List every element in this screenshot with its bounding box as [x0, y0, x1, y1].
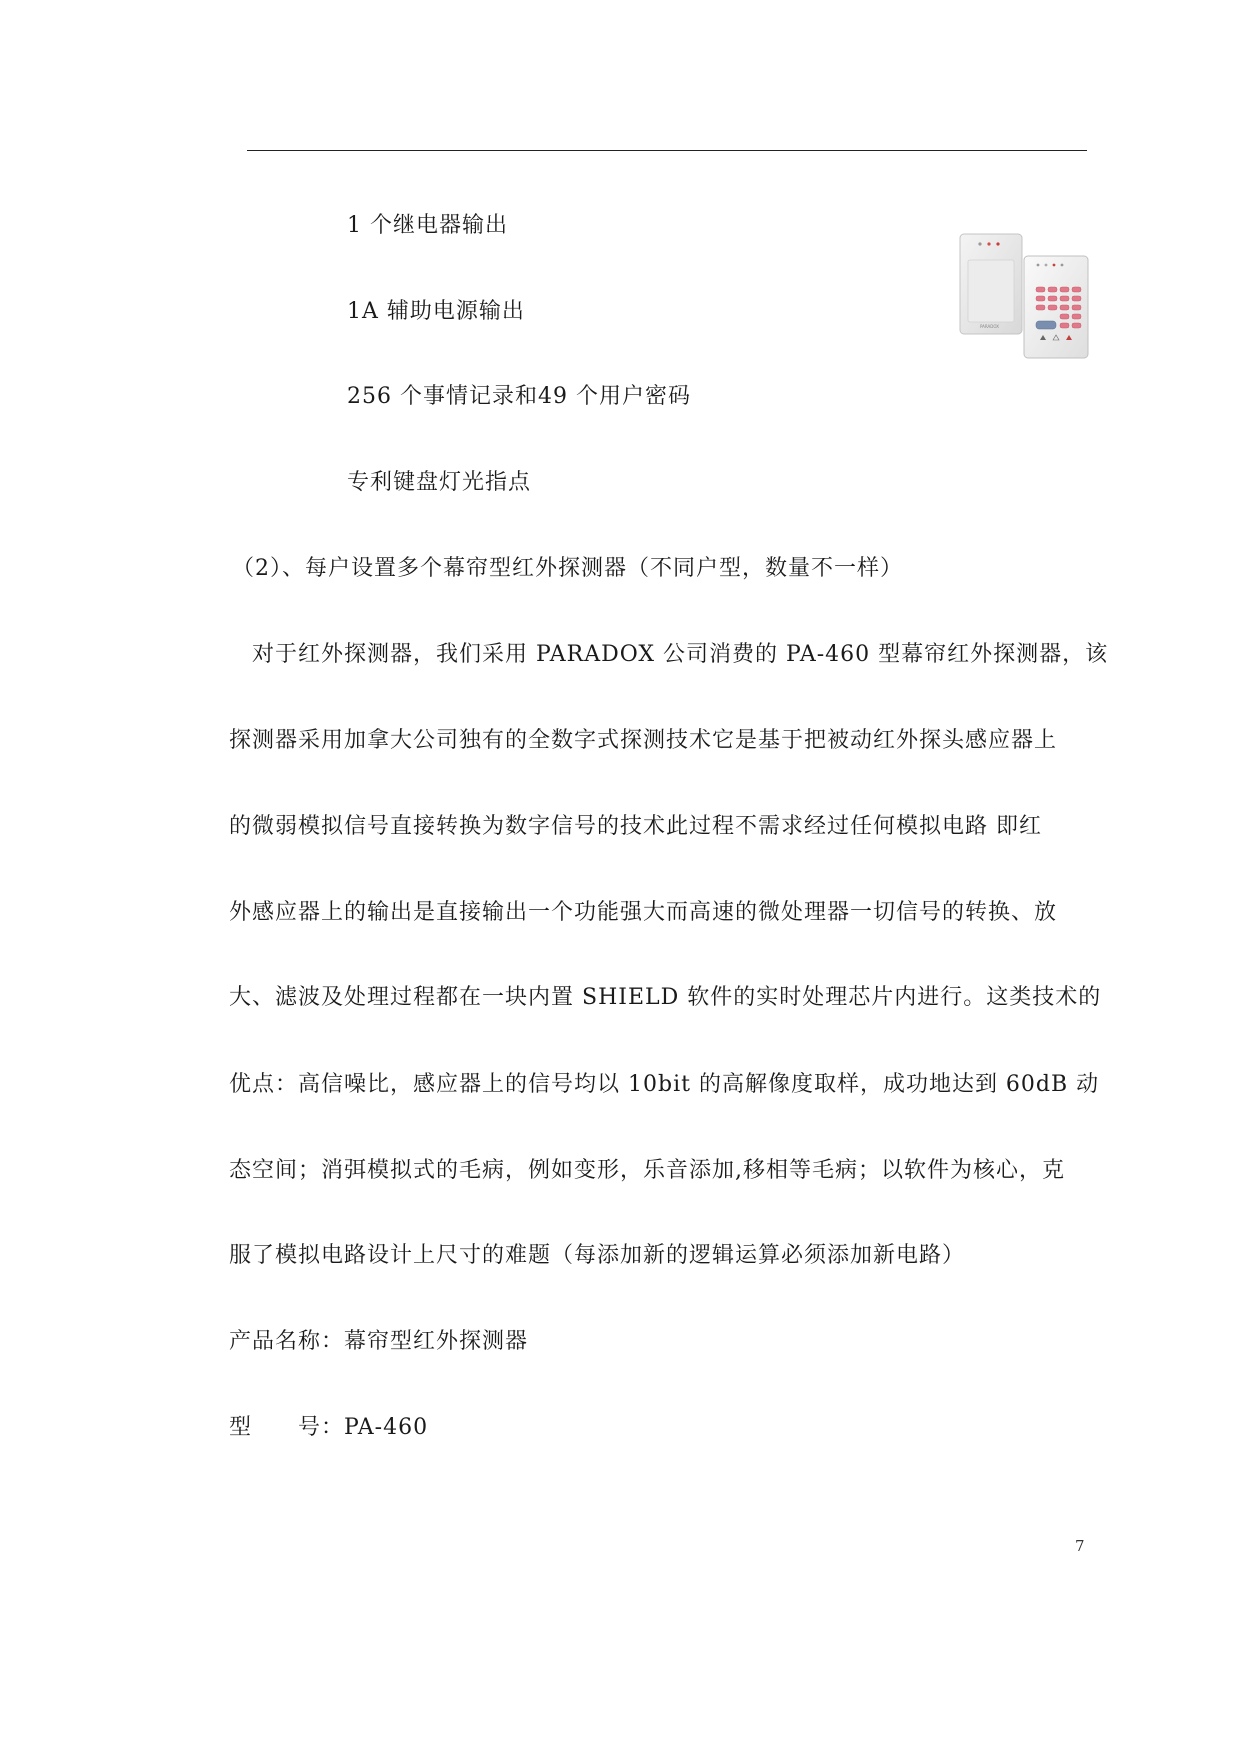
paragraph-line: 外感应器上的输出是直接输出一个功能强大而高速的微处理器一切信号的转换、放: [229, 900, 1058, 925]
paragraph-line: 的微弱模拟信号直接转换为数字信号的技术此过程不需求经过任何模拟电路 即红: [229, 814, 1042, 839]
paragraph-line: 对于红外探测器，我们采用 PARADOX 公司消费的 PA-460 型幕帘红外探测器，该: [229, 642, 1109, 667]
paragraph-line: 优点：高信噪比，感应器上的信号均以 10bit 的高解像度取样，成功地达到 60dB 动: [229, 1072, 1100, 1097]
page-number: 7: [1075, 1537, 1085, 1555]
bullet-event-log: 256 个事情记录和49 个用户密码: [347, 384, 691, 409]
header-rule: [247, 150, 1087, 151]
section-heading: （2）、每户设置多个幕帘型红外探测器（不同户型，数量不一样）: [232, 556, 903, 581]
paragraph-line: 大、滤波及处理过程都在一块内置 SHIELD 软件的实时处理芯片内进行。这类技术的: [229, 985, 1102, 1010]
paragraph-line: 态空间；消弭模拟式的毛病，例如变形，乐音添加,移相等毛病；以软件为核心，克: [229, 1158, 1065, 1183]
product-model: 型 号：PA-460: [229, 1415, 429, 1440]
paragraph-line: 探测器采用加拿大公司独有的全数字式探测技术它是基于把被动红外探头感应器上: [229, 728, 1058, 753]
bullet-aux-power: 1A 辅助电源输出: [347, 299, 525, 324]
bullet-keypad-light: 专利键盘灯光指点: [347, 470, 532, 495]
device-brand-label: PARADOX: [980, 324, 999, 329]
bullet-relay-output: 1 个继电器输出: [347, 213, 508, 238]
keypad-device-image: [958, 232, 1118, 362]
paragraph-line: 服了模拟电路设计上尺寸的难题（每添加新的逻辑运算必须添加新电路）: [229, 1243, 966, 1268]
product-name: 产品名称：幕帘型红外探测器: [229, 1329, 529, 1354]
